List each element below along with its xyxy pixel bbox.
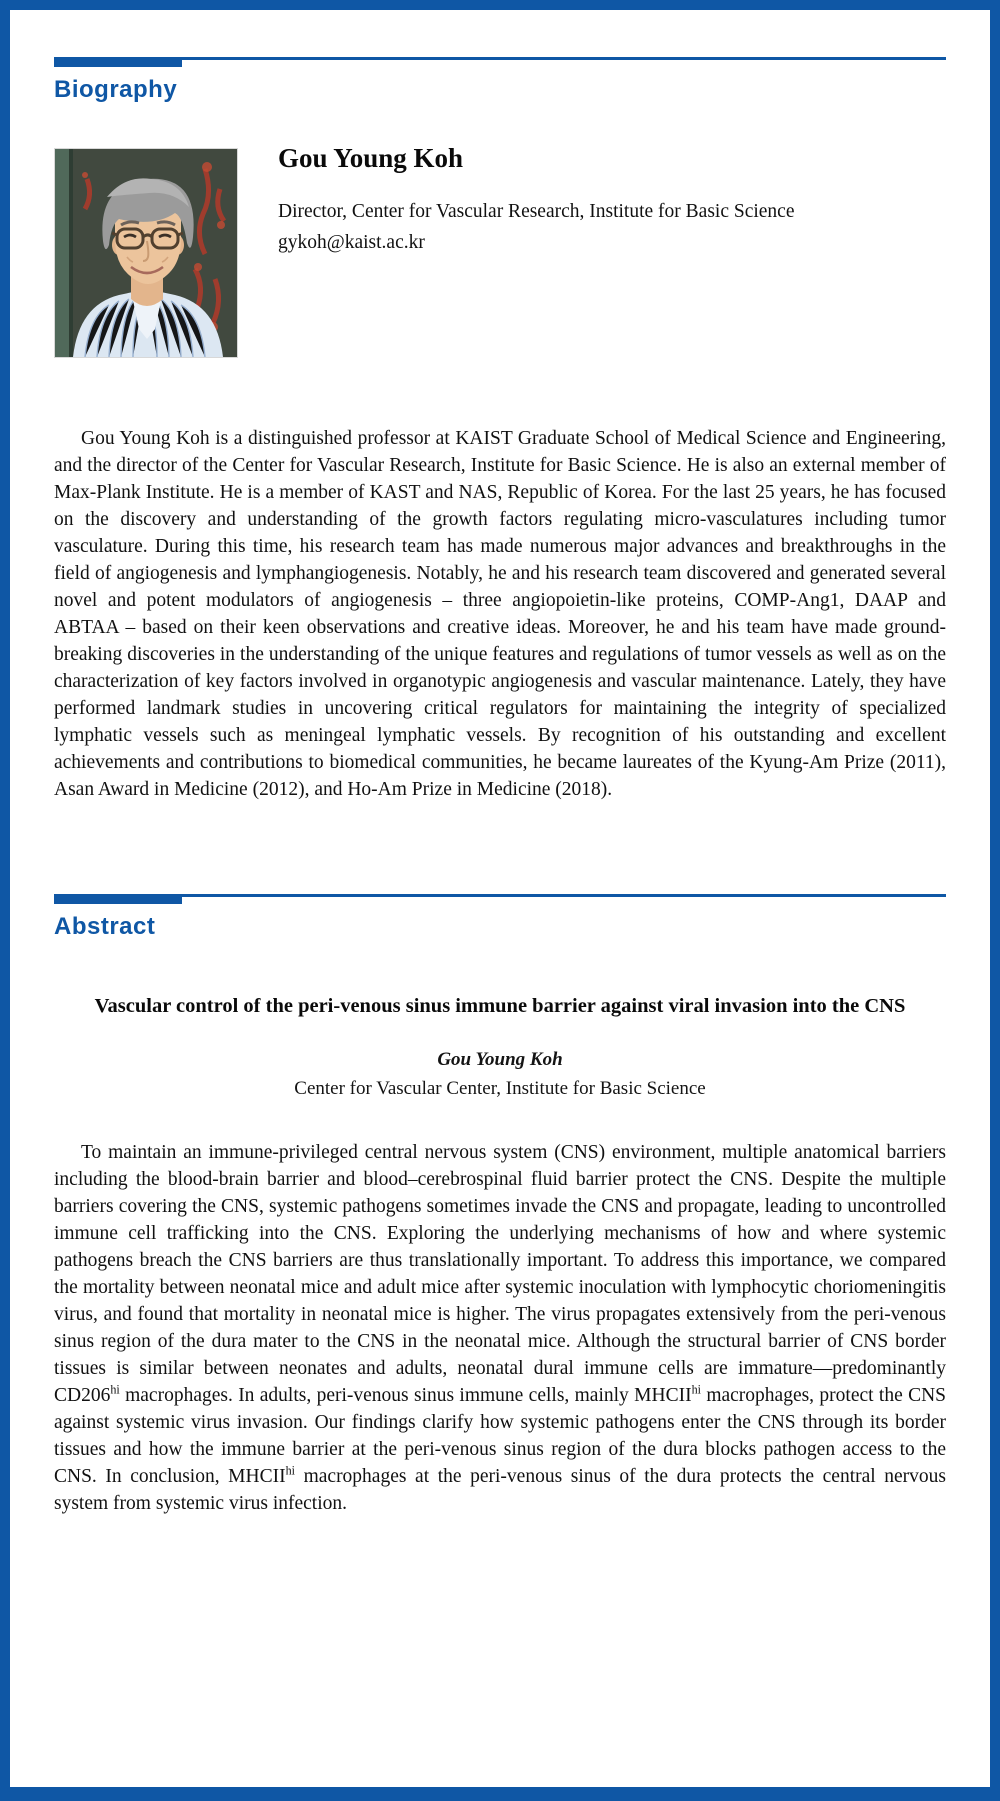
section-rule-thick-segment — [54, 894, 182, 904]
biography-info — [278, 143, 795, 358]
abstract-title: Vascular control of the peri-venous sinus immune barrier against viral invasion into the CNS — [94, 995, 906, 1017]
photo-background-frame — [55, 149, 71, 357]
biography-heading: Biography — [54, 76, 178, 103]
biography-section-rule — [54, 57, 946, 67]
biography-card — [54, 143, 946, 358]
abstract-section-rule — [54, 894, 946, 904]
person-role-and-email — [278, 196, 795, 258]
biography-section — [10, 57, 990, 803]
section-rule-thick-segment — [54, 57, 182, 67]
abstract-text: To maintain an immune-privileged central nervous system (CNS) environment, multiple anatomical barriers including the blood-brain barrier and blood–cerebrospinal fluid barrier protect the CNS. Despite the multiple barriers covering the CNS, systemic pathogens sometimes invade the CNS and propagate, leading to uncontrolled immune cell trafficking into the CNS. Exploring the underlying mechanisms of how and where systemic pathogens breach the CNS barriers are thus translationally important. To address this importance, we compared the mortality between neonatal mice and adult mice after systemic inoculation with lymphocytic choriomeningitis virus, and found that mortality in neonatal mice is higher. The virus propagates extensively from the peri-venous sinus region of the dura mater to the CNS in the neonatal mice. Although the structural barrier of CNS border tissues is similar between neonates and adults, neonatal dural immune cells are immature—predominantly $CD206^{hi}$ macrophages. In adults, peri-venous sinus immune cells, mainly $MHCII^{hi}$ macrophages, protect the CNS against systemic virus invasion. Our findings clarify how systemic pathogens enter the CNS through its border tissues and how the immune barrier at the peri-venous sinus region of the dura blocks pathogen access to the CNS. In conclusion, $MHCII^{hi}$ macrophages at the peri-venous sinus of the dura protects the central nervous system from systemic virus infection. — [54, 1142, 946, 1514]
biography-text: Gou Young Koh is a distinguished professor at KAIST Graduate School of Medical Science and Engineering, and the director of the Center for Vascular Research, Institute for Basic Science. He is also an external member of Max-Plank Institute. He is a member of KAST and NAS, Republic of Korea. For the last 25 years, he has focused on the discovery and understanding of the growth factors regulating micro-vasculatures including tumor vasculature. During this time, his research team has made numerous major advances and breakthroughs in the field of angiogenesis and lymphangiogenesis. Notably, he and his research team discovered and generated several novel and potent modulators of angiogenesis – three angiopoietin-like proteins, COMP-Ang1, DAAP and ABTAA – based on their keen observations and creative ideas. Moreover, he and his team have made ground-breaking discoveries in the understanding of the unique features and regulations of tumor vessels as well as on the characterization of key factors involved in organotypic angiogenesis and vascular maintenance. Lately, they have performed landmark studies in uncovering critical regulators for maintaining the integrity of specialized lymphatic vessels such as meningeal lymphatic vessels. By recognition of his outstanding and excellent achievements and contributions to biomedical communities, he became laureates of the Kyung-Am Prize (2011), Asan Award in Medicine (2012), and Ho-Am Prize in Medicine (2018). — [54, 428, 946, 800]
abstract-author: Gou Young Koh — [437, 1049, 563, 1070]
section-rule-thin-line — [54, 894, 946, 897]
portrait-photo-illustration — [55, 149, 237, 357]
person-role: Director, Center for Vascular Research, Institute for Basic Science — [278, 201, 795, 222]
section-rule-thin-line — [54, 57, 946, 60]
abstract-section — [10, 894, 990, 1517]
abstract-heading: Abstract — [54, 913, 156, 940]
person-name: Gou Young Koh — [278, 143, 464, 173]
portrait-photo — [54, 148, 238, 358]
person-email: gykoh@kaist.ac.kr — [278, 232, 425, 253]
abstract-affiliation: Center for Vascular Center, Institute for Basic Science — [294, 1078, 706, 1099]
